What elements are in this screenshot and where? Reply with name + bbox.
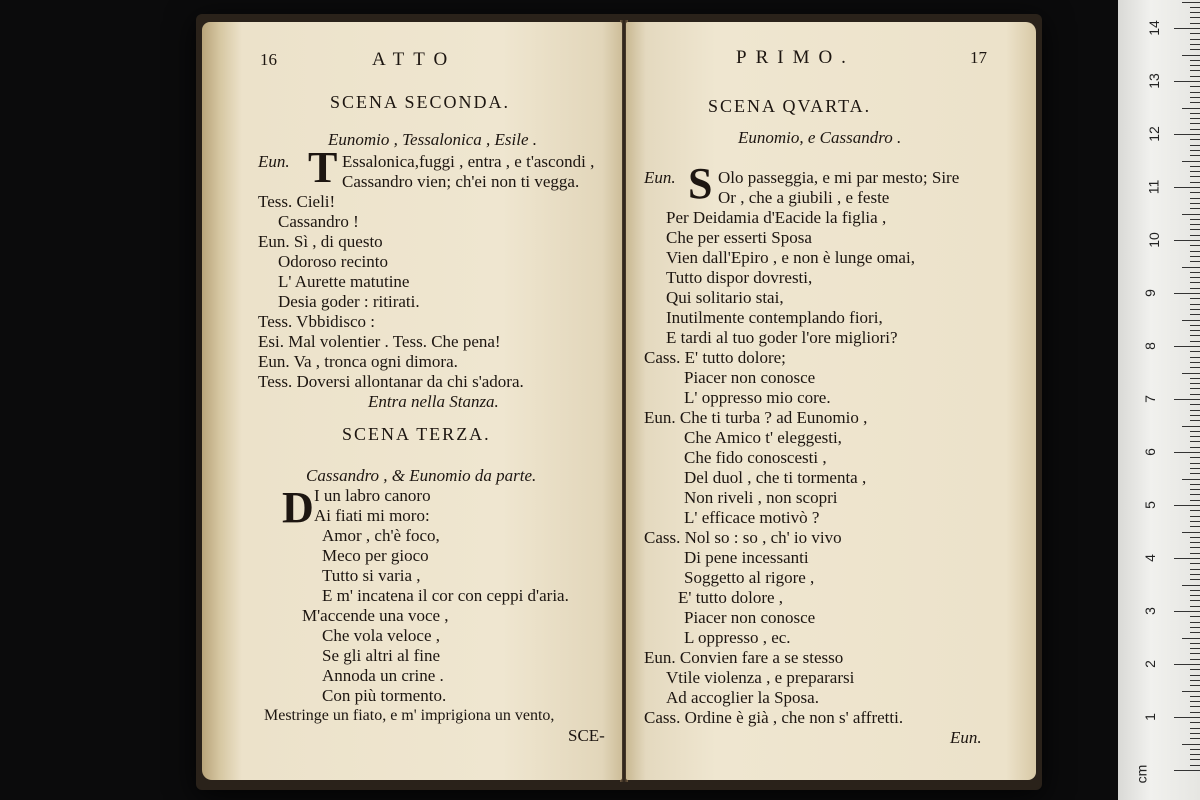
ruler-unit: cm xyxy=(1133,764,1150,784)
ruler-tick xyxy=(1190,404,1200,405)
verse-line: Cassandro ! xyxy=(278,212,359,231)
verse-line: E m' incatena il cor con ceppi d'aria. xyxy=(322,586,569,605)
ruler-tick xyxy=(1190,563,1200,564)
verse-line: Per Deidamia d'Eacide la figlia , xyxy=(666,208,887,227)
ruler-tick xyxy=(1190,441,1200,442)
character-list: Eunomio , Tessalonica , Esile . xyxy=(328,130,538,149)
ruler-tick xyxy=(1174,134,1200,135)
ruler-tick xyxy=(1190,272,1200,273)
ruler-tick xyxy=(1190,759,1200,760)
ruler-tick xyxy=(1190,632,1200,633)
ruler-tick xyxy=(1174,187,1200,188)
ruler-tick xyxy=(1190,622,1200,623)
ruler-tick xyxy=(1190,150,1200,151)
ruler-number: 3 xyxy=(1141,607,1158,615)
ruler-tick xyxy=(1190,17,1200,18)
ruler-tick xyxy=(1182,744,1200,745)
ruler-tick xyxy=(1182,267,1200,268)
ruler-tick xyxy=(1174,399,1200,400)
ruler-number: 13 xyxy=(1145,73,1162,89)
ruler-tick xyxy=(1174,240,1200,241)
ruler-tick xyxy=(1190,494,1200,495)
ruler-tick xyxy=(1190,600,1200,601)
ruler-tick xyxy=(1190,362,1200,363)
ruler-tick xyxy=(1182,214,1200,215)
ruler-tick xyxy=(1190,208,1200,209)
scene-heading: SCENA TERZA. xyxy=(342,424,491,444)
ruler-tick xyxy=(1190,113,1200,114)
ruler-tick xyxy=(1190,696,1200,697)
ruler-tick xyxy=(1190,261,1200,262)
left-page xyxy=(202,22,622,780)
ruler-tick xyxy=(1190,749,1200,750)
ruler-tick xyxy=(1190,653,1200,654)
ruler-tick xyxy=(1190,754,1200,755)
ruler-tick xyxy=(1190,431,1200,432)
ruler-tick xyxy=(1174,81,1200,82)
verse-line: Olo passeggia, e mi par mesto; Sire xyxy=(718,168,960,187)
ruler-tick xyxy=(1190,447,1200,448)
ruler-tick xyxy=(1190,7,1200,8)
ruler-tick xyxy=(1190,309,1200,310)
ruler-tick xyxy=(1182,585,1200,586)
verse-line: Eun. Va , tronca ogni dimora. xyxy=(258,352,458,371)
ruler-tick xyxy=(1190,680,1200,681)
catchword: Eun. xyxy=(950,728,982,747)
ruler-tick xyxy=(1190,155,1200,156)
ruler-tick xyxy=(1190,489,1200,490)
verse-line: Odoroso recinto xyxy=(278,252,389,271)
ruler-tick xyxy=(1190,60,1200,61)
ruler-tick xyxy=(1190,198,1200,199)
ruler-tick xyxy=(1190,547,1200,548)
ruler-tick xyxy=(1190,468,1200,469)
ruler-tick xyxy=(1190,383,1200,384)
verse-line: Con più tormento. xyxy=(322,686,447,705)
ruler-tick xyxy=(1190,457,1200,458)
character-list: Cassandro , & Eunomio da parte. xyxy=(306,466,537,485)
ruler-tick xyxy=(1190,420,1200,421)
speaker-label: Eun. xyxy=(258,152,290,171)
ruler-tick xyxy=(1174,28,1200,29)
ruler-tick xyxy=(1190,436,1200,437)
ruler-tick xyxy=(1182,2,1200,3)
ruler-tick xyxy=(1190,526,1200,527)
ruler-tick xyxy=(1190,675,1200,676)
page-number-left: 16 xyxy=(260,50,277,69)
verse-line: Or , che a giubili , e feste xyxy=(718,188,890,207)
ruler-tick xyxy=(1190,129,1200,130)
verse-line: Ai fiati mi moro: xyxy=(314,506,430,525)
scene-heading: SCENA SECONDA. xyxy=(330,92,511,112)
ruler-tick xyxy=(1190,314,1200,315)
verse-line: I un labro canoro xyxy=(314,486,431,505)
verse-line: Tess. Vbbidisco : xyxy=(258,312,376,331)
ruler-tick xyxy=(1174,558,1200,559)
ruler-tick xyxy=(1190,192,1200,193)
ruler-tick xyxy=(1190,304,1200,305)
ruler-number: 10 xyxy=(1145,232,1162,248)
ruler-tick xyxy=(1190,510,1200,511)
verse-line: Cass. E' tutto dolore; xyxy=(644,348,786,367)
ruler-tick xyxy=(1182,373,1200,374)
ruler-tick xyxy=(1182,161,1200,162)
ruler-tick xyxy=(1190,145,1200,146)
verse-line: Tess. Doversi allontanar da chi s'adora. xyxy=(258,372,524,391)
ruler-tick xyxy=(1190,203,1200,204)
speaker-label: Eun. xyxy=(644,168,676,187)
ruler-tick xyxy=(1190,579,1200,580)
verse-line: Che fido conoscesti , xyxy=(684,448,827,467)
verse-line: E tardi al tuo goder l'ore migliori? xyxy=(666,328,898,347)
verse-line: L' Aurette matutine xyxy=(278,272,410,291)
ruler-tick xyxy=(1190,70,1200,71)
verse-line: Eun. Sì , di questo xyxy=(258,232,383,251)
ruler-tick xyxy=(1190,595,1200,596)
ruler-tick xyxy=(1190,97,1200,98)
ruler-tick xyxy=(1190,102,1200,103)
verse-line: Ad accoglier la Sposa. xyxy=(666,688,819,707)
ruler-tick xyxy=(1190,500,1200,501)
verse-line: Che vola veloce , xyxy=(322,626,441,645)
ruler-number: 11 xyxy=(1145,179,1162,195)
right-page xyxy=(626,22,1036,780)
ruler-tick xyxy=(1190,325,1200,326)
ruler-tick xyxy=(1190,39,1200,40)
ruler-tick xyxy=(1174,293,1200,294)
ruler-tick xyxy=(1190,245,1200,246)
verse-line: Annoda un crine . xyxy=(322,666,444,685)
scene-heading: SCENA QVARTA. xyxy=(708,96,872,116)
ruler-tick xyxy=(1190,288,1200,289)
verse-line: E' tutto dolore , xyxy=(678,588,784,607)
ruler-tick xyxy=(1190,648,1200,649)
ruler-tick xyxy=(1174,452,1200,453)
ruler-tick xyxy=(1190,44,1200,45)
ruler-tick xyxy=(1190,765,1200,766)
ruler-number: 2 xyxy=(1141,660,1158,668)
ruler-tick xyxy=(1190,357,1200,358)
ruler-tick xyxy=(1190,256,1200,257)
ruler-tick xyxy=(1190,76,1200,77)
ruler-tick xyxy=(1190,410,1200,411)
verse-line: Essalonica,fuggi , entra , e t'ascondi , xyxy=(342,152,595,171)
ruler-number: 8 xyxy=(1141,342,1158,350)
verse-line: Di pene incessanti xyxy=(684,548,809,567)
ruler-tick xyxy=(1190,166,1200,167)
ruler-tick xyxy=(1182,691,1200,692)
ruler-number: 1 xyxy=(1141,713,1158,721)
verse-line: Inutilmente contemplando fiori, xyxy=(666,308,883,327)
ruler-tick xyxy=(1190,521,1200,522)
ruler-tick xyxy=(1190,33,1200,34)
verse-line: Cass. Ordine è già , che non s' affretti. xyxy=(644,708,904,727)
ruler-tick xyxy=(1190,65,1200,66)
ruler-tick xyxy=(1190,473,1200,474)
ruler-tick xyxy=(1190,235,1200,236)
ruler-tick xyxy=(1182,532,1200,533)
verse-line: Eun. Convien fare a se stesso xyxy=(644,648,844,667)
running-head-right: PRIMO. xyxy=(736,47,855,68)
verse-line: Piacer non conosce xyxy=(684,608,816,627)
verse-line: Esi. Mal volentier . Tess. Che pena! xyxy=(258,332,501,351)
ruler-tick xyxy=(1190,176,1200,177)
ruler-tick xyxy=(1190,388,1200,389)
ruler-tick xyxy=(1190,590,1200,591)
verse-line: Non riveli , non scopri xyxy=(684,488,838,507)
ruler-tick xyxy=(1190,712,1200,713)
ruler-tick xyxy=(1190,569,1200,570)
ruler-tick xyxy=(1190,685,1200,686)
ruler-tick xyxy=(1190,118,1200,119)
ruler-number: 7 xyxy=(1141,395,1158,403)
ruler-tick xyxy=(1190,139,1200,140)
ruler-tick xyxy=(1190,415,1200,416)
verse-line: Tutto dispor dovresti, xyxy=(666,268,813,287)
verse-line: Qui solitario stai, xyxy=(666,288,784,307)
running-head-left: ATTO xyxy=(372,49,457,70)
verse-line: Amor , ch'è foco, xyxy=(322,526,440,545)
ruler-tick xyxy=(1190,728,1200,729)
verse-line: Desia goder : ritirati. xyxy=(278,292,420,311)
verse-line: Del duol , che ti tormenta , xyxy=(684,468,867,487)
ruler-tick xyxy=(1190,659,1200,660)
ruler-tick xyxy=(1174,664,1200,665)
drop-cap: D xyxy=(282,483,314,532)
ruler-tick xyxy=(1190,171,1200,172)
verse-line: Tess. Cieli! xyxy=(258,192,336,211)
ruler-tick xyxy=(1182,320,1200,321)
ruler-number: 4 xyxy=(1141,554,1158,562)
ruler-tick xyxy=(1190,49,1200,50)
ruler-number: 6 xyxy=(1141,448,1158,456)
verse-line: L' oppresso mio core. xyxy=(684,388,831,407)
ruler-tick xyxy=(1190,277,1200,278)
verse-line: Che per esserti Sposa xyxy=(666,228,812,247)
ruler-number: 9 xyxy=(1141,289,1158,297)
verse-line: Se gli altri al fine xyxy=(322,646,441,665)
ruler-tick xyxy=(1182,638,1200,639)
verse-line: M'accende una voce , xyxy=(302,606,449,625)
ruler-tick xyxy=(1190,86,1200,87)
ruler-tick xyxy=(1190,378,1200,379)
ruler-tick xyxy=(1190,606,1200,607)
ruler-tick xyxy=(1190,92,1200,93)
ruler-tick xyxy=(1190,542,1200,543)
ruler-number: 14 xyxy=(1145,20,1162,36)
verse-line: L' efficace motivò ? xyxy=(684,508,820,527)
ruler-number: 12 xyxy=(1145,126,1162,142)
catchword: SCE- xyxy=(568,726,605,745)
ruler-tick xyxy=(1190,182,1200,183)
ruler-tick xyxy=(1174,770,1200,771)
ruler-tick xyxy=(1182,108,1200,109)
ruler-tick xyxy=(1190,553,1200,554)
page-number-right: 17 xyxy=(970,48,987,67)
ruler-tick xyxy=(1190,229,1200,230)
verse-line: Cass. Nol so : so , ch' io vivo xyxy=(644,528,842,547)
verse-line: Piacer non conosce xyxy=(684,368,816,387)
ruler-tick xyxy=(1190,23,1200,24)
ruler-tick xyxy=(1190,12,1200,13)
ruler-tick xyxy=(1190,330,1200,331)
ruler-tick xyxy=(1174,346,1200,347)
open-book xyxy=(196,14,1042,790)
ruler-tick xyxy=(1190,669,1200,670)
ruler-tick xyxy=(1190,516,1200,517)
measuring-ruler xyxy=(1118,0,1200,800)
stage-direction: Entra nella Stanza. xyxy=(368,392,499,411)
verse-line: Che Amico t' eleggesti, xyxy=(684,428,842,447)
ruler-tick xyxy=(1190,701,1200,702)
ruler-tick xyxy=(1190,341,1200,342)
ruler-tick xyxy=(1182,479,1200,480)
ruler-tick xyxy=(1190,537,1200,538)
ruler-tick xyxy=(1190,733,1200,734)
verse-line: Eun. Che ti turba ? ad Eunomio , xyxy=(644,408,868,427)
drop-cap: T xyxy=(308,143,338,192)
verse-line: Mestringe un fiato, e m' imprigiona un vento, xyxy=(264,707,555,724)
ruler-tick xyxy=(1190,335,1200,336)
ruler-tick xyxy=(1190,224,1200,225)
ruler-tick xyxy=(1190,367,1200,368)
ruler-tick xyxy=(1190,251,1200,252)
ruler-tick xyxy=(1174,505,1200,506)
ruler-tick xyxy=(1190,627,1200,628)
ruler-tick xyxy=(1182,55,1200,56)
ruler-tick xyxy=(1190,484,1200,485)
drop-cap: S xyxy=(688,159,713,208)
ruler-number: 5 xyxy=(1141,501,1158,509)
verse-line: L oppresso , ec. xyxy=(684,628,791,647)
ruler-tick xyxy=(1174,717,1200,718)
verse-line: Vien dall'Epiro , e non è lunge omai, xyxy=(666,248,915,267)
ruler-tick xyxy=(1190,616,1200,617)
ruler-tick xyxy=(1190,123,1200,124)
verse-line: Meco per gioco xyxy=(322,546,429,565)
ruler-tick xyxy=(1190,282,1200,283)
ruler-tick xyxy=(1182,426,1200,427)
ruler-tick xyxy=(1174,611,1200,612)
verse-line: Soggetto al rigore , xyxy=(684,568,815,587)
ruler-tick xyxy=(1190,738,1200,739)
ruler-tick xyxy=(1190,219,1200,220)
ruler-tick xyxy=(1190,643,1200,644)
verse-line: Tutto si varia , xyxy=(322,566,421,585)
ruler-tick xyxy=(1190,463,1200,464)
ruler-tick xyxy=(1190,574,1200,575)
ruler-tick xyxy=(1190,706,1200,707)
ruler-tick xyxy=(1190,298,1200,299)
verse-line: Vtile violenza , e prepararsi xyxy=(666,668,855,687)
verse-line: Cassandro vien; ch'ei non ti vegga. xyxy=(342,172,580,191)
ruler-tick xyxy=(1190,351,1200,352)
ruler-tick xyxy=(1190,722,1200,723)
ruler-tick xyxy=(1190,394,1200,395)
character-list: Eunomio, e Cassandro . xyxy=(738,128,902,147)
